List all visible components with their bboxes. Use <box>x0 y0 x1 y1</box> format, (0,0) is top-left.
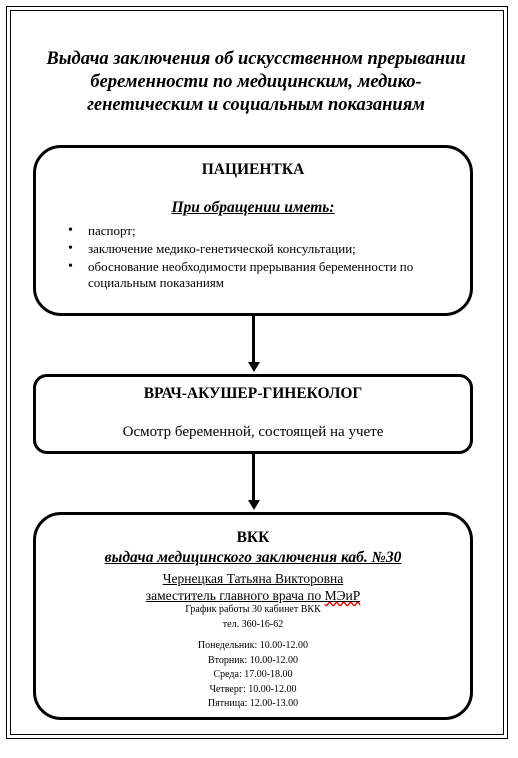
doctor-box <box>33 374 473 454</box>
title-line-3: генетическим и социальным показаниям <box>87 95 425 115</box>
vkk-box <box>33 512 473 720</box>
vkk-position-text: заместитель главного врача по <box>145 588 325 603</box>
vkk-subheading: выдача медицинского заключения каб. №30 <box>104 549 402 566</box>
flow-arrow-line <box>252 454 255 502</box>
schedule-item: Четверг: 10.00-12.00 <box>209 683 297 695</box>
doctor-text: Осмотр беременной, состоящей на учете <box>122 424 384 440</box>
flow-arrow-head <box>248 500 260 510</box>
requirements-list <box>56 223 456 293</box>
schedule-item: Понедельник: 10.00-12.00 <box>197 640 309 651</box>
schedule-item: Среда: 17.00-18.00 <box>213 669 293 680</box>
vkk-name: Чернецкая Татьяна Викторовна <box>162 571 344 586</box>
schedule-item: Пятница: 12.00-13.00 <box>207 698 299 709</box>
page-title <box>14 48 498 117</box>
flow-arrow-head <box>248 362 260 372</box>
phone-number: тел. 360-16-62 <box>222 619 284 630</box>
schedule-list <box>36 639 470 712</box>
patient-heading: ПАЦИЕНТКА <box>201 161 305 178</box>
schedule-item: Вторник: 10.00-12.00 <box>207 654 299 666</box>
requirement-item: • обоснование необходимости прерывания беременности по социальным показаниям <box>56 259 456 291</box>
patient-subheading: При обращении иметь: <box>171 199 335 216</box>
vkk-position <box>36 587 470 604</box>
requirement-item: • паспорт; <box>56 223 456 239</box>
patient-box <box>33 145 473 316</box>
schedule-title: График работы 30 кабинет ВКК <box>185 604 321 615</box>
vkk-heading: ВКК <box>236 529 270 546</box>
requirement-item: • заключение медико-генетической консультации; <box>56 241 456 257</box>
title-line-2: беременности по медицинским, медико- <box>90 72 422 92</box>
title-line-1: Выдача заключения об искусственном прерывании <box>46 49 466 69</box>
doctor-heading: ВРАЧ-АКУШЕР-ГИНЕКОЛОГ <box>143 385 363 402</box>
vkk-position-abbr: МЭиР <box>324 588 361 603</box>
flow-arrow-line <box>252 316 255 364</box>
